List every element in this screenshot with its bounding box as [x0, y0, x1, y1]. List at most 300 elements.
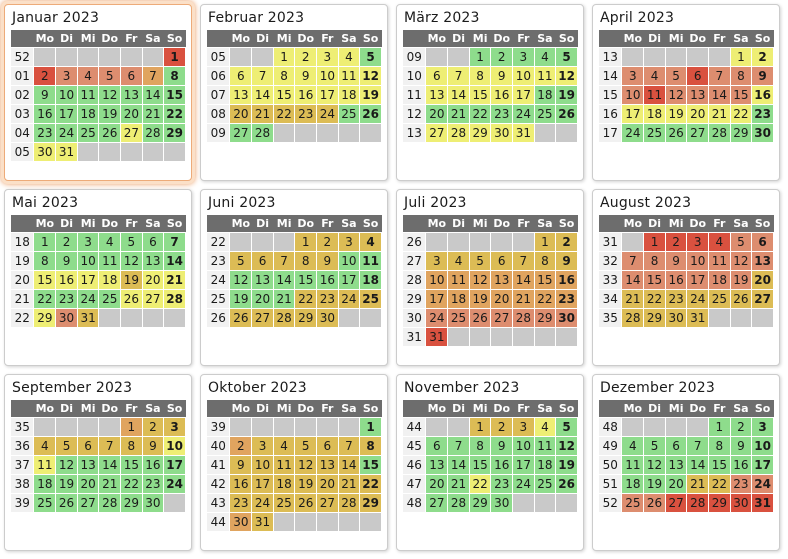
day-cell[interactable]: 25: [534, 474, 556, 493]
day-cell[interactable]: 27: [426, 123, 448, 142]
day-cell[interactable]: 20: [252, 289, 274, 308]
day-cell[interactable]: 21: [687, 474, 709, 493]
day-cell[interactable]: 29: [469, 123, 491, 142]
day-cell[interactable]: 15: [534, 270, 556, 289]
day-cell[interactable]: 22: [730, 104, 752, 123]
day-cell[interactable]: 24: [77, 289, 99, 308]
day-cell[interactable]: 28: [273, 308, 295, 327]
day-cell[interactable]: 21: [99, 474, 121, 493]
day-cell[interactable]: 2: [665, 232, 687, 251]
day-cell[interactable]: 10: [513, 436, 535, 455]
day-cell[interactable]: 8: [34, 251, 56, 270]
day-cell[interactable]: 16: [142, 455, 164, 474]
day-cell[interactable]: 6: [687, 66, 709, 85]
day-cell[interactable]: 11: [709, 251, 731, 270]
day-cell[interactable]: 20: [687, 104, 709, 123]
day-cell[interactable]: 31: [252, 512, 274, 531]
day-cell[interactable]: 21: [142, 104, 164, 123]
day-cell[interactable]: 28: [622, 308, 644, 327]
day-cell[interactable]: 9: [491, 436, 513, 455]
day-cell[interactable]: 17: [622, 104, 644, 123]
day-cell[interactable]: 9: [317, 251, 339, 270]
day-cell[interactable]: 30: [56, 308, 78, 327]
day-cell[interactable]: 20: [317, 474, 339, 493]
day-cell[interactable]: 12: [556, 436, 578, 455]
day-cell[interactable]: 2: [556, 232, 578, 251]
day-cell[interactable]: 19: [556, 85, 578, 104]
day-cell[interactable]: 29: [121, 493, 143, 512]
day-cell[interactable]: 14: [448, 85, 470, 104]
day-cell[interactable]: 5: [360, 47, 382, 66]
day-cell[interactable]: 7: [338, 436, 360, 455]
day-cell[interactable]: 5: [121, 232, 143, 251]
day-cell[interactable]: 27: [687, 123, 709, 142]
day-cell[interactable]: 29: [360, 493, 382, 512]
day-cell[interactable]: 10: [317, 66, 339, 85]
day-cell[interactable]: 4: [34, 436, 56, 455]
day-cell[interactable]: 4: [77, 66, 99, 85]
day-cell[interactable]: 16: [34, 104, 56, 123]
day-cell[interactable]: 26: [56, 493, 78, 512]
day-cell[interactable]: 27: [230, 123, 252, 142]
day-cell[interactable]: 6: [426, 66, 448, 85]
day-cell[interactable]: 18: [360, 270, 382, 289]
day-cell[interactable]: 25: [622, 493, 644, 512]
day-cell[interactable]: 15: [469, 455, 491, 474]
day-cell[interactable]: 19: [360, 85, 382, 104]
day-cell[interactable]: 18: [709, 270, 731, 289]
day-cell[interactable]: 25: [448, 308, 470, 327]
day-cell[interactable]: 5: [730, 232, 752, 251]
day-cell[interactable]: 24: [513, 474, 535, 493]
day-cell[interactable]: 22: [534, 289, 556, 308]
day-cell[interactable]: 17: [513, 85, 535, 104]
day-cell[interactable]: 1: [644, 232, 666, 251]
day-cell[interactable]: 31: [752, 493, 774, 512]
day-cell[interactable]: 13: [317, 455, 339, 474]
day-cell[interactable]: 3: [513, 417, 535, 436]
day-cell[interactable]: 15: [644, 270, 666, 289]
day-cell[interactable]: 11: [77, 85, 99, 104]
day-cell[interactable]: 12: [665, 85, 687, 104]
day-cell[interactable]: 23: [752, 104, 774, 123]
day-cell[interactable]: 21: [164, 270, 186, 289]
day-cell[interactable]: 14: [709, 85, 731, 104]
day-cell[interactable]: 30: [491, 493, 513, 512]
day-cell[interactable]: 1: [273, 47, 295, 66]
day-cell[interactable]: 18: [99, 270, 121, 289]
day-cell[interactable]: 18: [448, 289, 470, 308]
day-cell[interactable]: 3: [164, 417, 186, 436]
day-cell[interactable]: 22: [295, 289, 317, 308]
day-cell[interactable]: 26: [99, 123, 121, 142]
day-cell[interactable]: 26: [121, 289, 143, 308]
day-cell[interactable]: 6: [752, 232, 774, 251]
day-cell[interactable]: 8: [295, 251, 317, 270]
day-cell[interactable]: 27: [665, 493, 687, 512]
day-cell[interactable]: 2: [752, 47, 774, 66]
day-cell[interactable]: 30: [752, 123, 774, 142]
day-cell[interactable]: 29: [295, 308, 317, 327]
day-cell[interactable]: 12: [99, 85, 121, 104]
day-cell[interactable]: 12: [121, 251, 143, 270]
day-cell[interactable]: 6: [77, 436, 99, 455]
day-cell[interactable]: 6: [230, 66, 252, 85]
day-cell[interactable]: 17: [426, 289, 448, 308]
day-cell[interactable]: 13: [77, 455, 99, 474]
day-cell[interactable]: 13: [121, 85, 143, 104]
day-cell[interactable]: 1: [34, 232, 56, 251]
day-cell[interactable]: 3: [752, 417, 774, 436]
day-cell[interactable]: 4: [99, 232, 121, 251]
day-cell[interactable]: 8: [164, 66, 186, 85]
day-cell[interactable]: 9: [556, 251, 578, 270]
day-cell[interactable]: 31: [56, 142, 78, 161]
day-cell[interactable]: 4: [644, 66, 666, 85]
day-cell[interactable]: 30: [230, 512, 252, 531]
day-cell[interactable]: 19: [469, 289, 491, 308]
day-cell[interactable]: 11: [99, 251, 121, 270]
day-cell[interactable]: 22: [469, 474, 491, 493]
day-cell[interactable]: 10: [56, 85, 78, 104]
day-cell[interactable]: 11: [34, 455, 56, 474]
day-cell[interactable]: 16: [556, 270, 578, 289]
day-cell[interactable]: 8: [534, 251, 556, 270]
day-cell[interactable]: 29: [644, 308, 666, 327]
day-cell[interactable]: 22: [34, 289, 56, 308]
day-cell[interactable]: 23: [56, 289, 78, 308]
day-cell[interactable]: 6: [491, 251, 513, 270]
day-cell[interactable]: 21: [622, 289, 644, 308]
day-cell[interactable]: 26: [730, 289, 752, 308]
day-cell[interactable]: 2: [317, 232, 339, 251]
day-cell[interactable]: 11: [448, 270, 470, 289]
day-cell[interactable]: 23: [665, 289, 687, 308]
day-cell[interactable]: 28: [338, 493, 360, 512]
day-cell[interactable]: 10: [622, 85, 644, 104]
day-cell[interactable]: 27: [752, 289, 774, 308]
day-cell[interactable]: 5: [556, 417, 578, 436]
day-cell[interactable]: 7: [99, 436, 121, 455]
day-cell[interactable]: 18: [77, 104, 99, 123]
day-cell[interactable]: 26: [665, 123, 687, 142]
day-cell[interactable]: 22: [469, 104, 491, 123]
day-cell[interactable]: 28: [99, 493, 121, 512]
day-cell[interactable]: 26: [469, 308, 491, 327]
day-cell[interactable]: 14: [142, 85, 164, 104]
day-cell[interactable]: 19: [730, 270, 752, 289]
day-cell[interactable]: 20: [491, 289, 513, 308]
day-cell[interactable]: 23: [34, 123, 56, 142]
day-cell[interactable]: 15: [469, 85, 491, 104]
day-cell[interactable]: 19: [556, 455, 578, 474]
day-cell[interactable]: 5: [56, 436, 78, 455]
day-cell[interactable]: 23: [491, 104, 513, 123]
day-cell[interactable]: 20: [230, 104, 252, 123]
day-cell[interactable]: 2: [491, 417, 513, 436]
day-cell[interactable]: 6: [252, 251, 274, 270]
day-cell[interactable]: 5: [469, 251, 491, 270]
day-cell[interactable]: 13: [252, 270, 274, 289]
day-cell[interactable]: 15: [709, 455, 731, 474]
day-cell[interactable]: 14: [448, 455, 470, 474]
day-cell[interactable]: 15: [360, 455, 382, 474]
day-cell[interactable]: 19: [665, 104, 687, 123]
day-cell[interactable]: 16: [56, 270, 78, 289]
day-cell[interactable]: 12: [469, 270, 491, 289]
day-cell[interactable]: 8: [360, 436, 382, 455]
day-cell[interactable]: 7: [709, 66, 731, 85]
day-cell[interactable]: 26: [644, 493, 666, 512]
day-cell[interactable]: 9: [230, 455, 252, 474]
day-cell[interactable]: 28: [448, 123, 470, 142]
day-cell[interactable]: 13: [142, 251, 164, 270]
day-cell[interactable]: 8: [644, 251, 666, 270]
day-cell[interactable]: 18: [34, 474, 56, 493]
day-cell[interactable]: 21: [448, 104, 470, 123]
day-cell[interactable]: 19: [295, 474, 317, 493]
day-cell[interactable]: 24: [317, 104, 339, 123]
day-cell[interactable]: 1: [121, 417, 143, 436]
day-cell[interactable]: 15: [730, 85, 752, 104]
day-cell[interactable]: 29: [34, 308, 56, 327]
day-cell[interactable]: 18: [622, 474, 644, 493]
day-cell[interactable]: 12: [360, 66, 382, 85]
day-cell[interactable]: 1: [709, 417, 731, 436]
day-cell[interactable]: 19: [56, 474, 78, 493]
day-cell[interactable]: 15: [34, 270, 56, 289]
day-cell[interactable]: 25: [534, 104, 556, 123]
day-cell[interactable]: 1: [360, 417, 382, 436]
day-cell[interactable]: 30: [142, 493, 164, 512]
day-cell[interactable]: 11: [534, 66, 556, 85]
day-cell[interactable]: 23: [142, 474, 164, 493]
day-cell[interactable]: 17: [752, 455, 774, 474]
day-cell[interactable]: 25: [709, 289, 731, 308]
day-cell[interactable]: 15: [164, 85, 186, 104]
day-cell[interactable]: 9: [491, 66, 513, 85]
day-cell[interactable]: 4: [534, 47, 556, 66]
day-cell[interactable]: 10: [687, 251, 709, 270]
day-cell[interactable]: 24: [338, 289, 360, 308]
day-cell[interactable]: 14: [252, 85, 274, 104]
day-cell[interactable]: 1: [469, 47, 491, 66]
day-cell[interactable]: 4: [448, 251, 470, 270]
day-cell[interactable]: 9: [34, 85, 56, 104]
day-cell[interactable]: 23: [491, 474, 513, 493]
day-cell[interactable]: 17: [338, 270, 360, 289]
day-cell[interactable]: 5: [99, 66, 121, 85]
day-cell[interactable]: 3: [338, 232, 360, 251]
day-cell[interactable]: 1: [164, 47, 186, 66]
day-cell[interactable]: 18: [338, 85, 360, 104]
day-cell[interactable]: 23: [317, 289, 339, 308]
day-cell[interactable]: 23: [295, 104, 317, 123]
day-cell[interactable]: 11: [360, 251, 382, 270]
day-cell[interactable]: 7: [142, 66, 164, 85]
day-cell[interactable]: 15: [273, 85, 295, 104]
day-cell[interactable]: 7: [513, 251, 535, 270]
day-cell[interactable]: 25: [360, 289, 382, 308]
day-cell[interactable]: 20: [77, 474, 99, 493]
day-cell[interactable]: 13: [491, 270, 513, 289]
day-cell[interactable]: 19: [230, 289, 252, 308]
day-cell[interactable]: 29: [534, 308, 556, 327]
day-cell[interactable]: 12: [730, 251, 752, 270]
day-cell[interactable]: 7: [448, 66, 470, 85]
day-cell[interactable]: 11: [338, 66, 360, 85]
day-cell[interactable]: 29: [709, 493, 731, 512]
day-cell[interactable]: 8: [469, 66, 491, 85]
day-cell[interactable]: 24: [252, 493, 274, 512]
day-cell[interactable]: 12: [556, 66, 578, 85]
day-cell[interactable]: 9: [665, 251, 687, 270]
day-cell[interactable]: 1: [295, 232, 317, 251]
day-cell[interactable]: 9: [56, 251, 78, 270]
day-cell[interactable]: 17: [164, 455, 186, 474]
day-cell[interactable]: 4: [338, 47, 360, 66]
day-cell[interactable]: 6: [121, 66, 143, 85]
day-cell[interactable]: 10: [252, 455, 274, 474]
day-cell[interactable]: 25: [273, 493, 295, 512]
day-cell[interactable]: 14: [622, 270, 644, 289]
day-cell[interactable]: 7: [164, 232, 186, 251]
day-cell[interactable]: 30: [730, 493, 752, 512]
day-cell[interactable]: 5: [644, 436, 666, 455]
day-cell[interactable]: 2: [730, 417, 752, 436]
day-cell[interactable]: 27: [142, 289, 164, 308]
day-cell[interactable]: 22: [709, 474, 731, 493]
day-cell[interactable]: 24: [687, 289, 709, 308]
day-cell[interactable]: 10: [752, 436, 774, 455]
day-cell[interactable]: 22: [121, 474, 143, 493]
day-cell[interactable]: 20: [121, 104, 143, 123]
day-cell[interactable]: 13: [426, 85, 448, 104]
day-cell[interactable]: 18: [273, 474, 295, 493]
day-cell-today[interactable]: 30: [34, 142, 56, 161]
day-cell[interactable]: 16: [317, 270, 339, 289]
day-cell[interactable]: 13: [687, 85, 709, 104]
day-cell[interactable]: 24: [426, 308, 448, 327]
day-cell[interactable]: 21: [448, 474, 470, 493]
day-cell[interactable]: 10: [426, 270, 448, 289]
day-cell[interactable]: 7: [687, 436, 709, 455]
day-cell[interactable]: 6: [426, 436, 448, 455]
day-cell[interactable]: 3: [317, 47, 339, 66]
day-cell[interactable]: 2: [142, 417, 164, 436]
day-cell[interactable]: 20: [426, 474, 448, 493]
day-cell[interactable]: 3: [56, 66, 78, 85]
day-cell[interactable]: 8: [709, 436, 731, 455]
day-cell[interactable]: 16: [295, 85, 317, 104]
day-cell[interactable]: 6: [142, 232, 164, 251]
day-cell[interactable]: 29: [730, 123, 752, 142]
day-cell[interactable]: 8: [273, 66, 295, 85]
day-cell[interactable]: 27: [121, 123, 143, 142]
day-cell[interactable]: 13: [752, 251, 774, 270]
day-cell[interactable]: 22: [164, 104, 186, 123]
day-cell[interactable]: 21: [513, 289, 535, 308]
day-cell[interactable]: 17: [252, 474, 274, 493]
day-cell[interactable]: 12: [230, 270, 252, 289]
day-cell[interactable]: 17: [687, 270, 709, 289]
day-cell[interactable]: 28: [709, 123, 731, 142]
day-cell[interactable]: 24: [622, 123, 644, 142]
day-cell[interactable]: 17: [513, 455, 535, 474]
day-cell[interactable]: 20: [752, 270, 774, 289]
day-cell[interactable]: 31: [426, 327, 448, 346]
day-cell[interactable]: 7: [448, 436, 470, 455]
day-cell[interactable]: 25: [99, 289, 121, 308]
day-cell[interactable]: 21: [338, 474, 360, 493]
day-cell[interactable]: 14: [164, 251, 186, 270]
day-cell[interactable]: 5: [295, 436, 317, 455]
day-cell[interactable]: 11: [273, 455, 295, 474]
day-cell[interactable]: 14: [513, 270, 535, 289]
day-cell[interactable]: 17: [317, 85, 339, 104]
day-cell[interactable]: 15: [295, 270, 317, 289]
day-cell[interactable]: 1: [534, 232, 556, 251]
day-cell[interactable]: 14: [99, 455, 121, 474]
day-cell[interactable]: 14: [338, 455, 360, 474]
day-cell[interactable]: 14: [273, 270, 295, 289]
day-cell[interactable]: 11: [644, 85, 666, 104]
day-cell[interactable]: 3: [687, 232, 709, 251]
day-cell[interactable]: 24: [752, 474, 774, 493]
day-cell[interactable]: 18: [534, 85, 556, 104]
day-cell[interactable]: 30: [556, 308, 578, 327]
day-cell[interactable]: 25: [338, 104, 360, 123]
day-cell[interactable]: 1: [469, 417, 491, 436]
day-cell[interactable]: 3: [252, 436, 274, 455]
day-cell[interactable]: 19: [121, 270, 143, 289]
day-cell[interactable]: 19: [99, 104, 121, 123]
day-cell[interactable]: 19: [644, 474, 666, 493]
day-cell[interactable]: 22: [360, 474, 382, 493]
day-cell[interactable]: 9: [295, 66, 317, 85]
day-cell[interactable]: 25: [34, 493, 56, 512]
day-cell[interactable]: 3: [622, 66, 644, 85]
day-cell[interactable]: 4: [622, 436, 644, 455]
day-cell[interactable]: 10: [513, 66, 535, 85]
day-cell[interactable]: 1: [730, 47, 752, 66]
day-cell[interactable]: 12: [56, 455, 78, 474]
day-cell[interactable]: 24: [513, 104, 535, 123]
day-cell[interactable]: 17: [56, 104, 78, 123]
day-cell[interactable]: 9: [142, 436, 164, 455]
day-cell[interactable]: 28: [252, 123, 274, 142]
day-cell[interactable]: 16: [491, 455, 513, 474]
day-cell[interactable]: 16: [230, 474, 252, 493]
day-cell[interactable]: 3: [513, 47, 535, 66]
day-cell[interactable]: 26: [295, 493, 317, 512]
day-cell[interactable]: 27: [491, 308, 513, 327]
day-cell[interactable]: 3: [426, 251, 448, 270]
day-cell[interactable]: 7: [252, 66, 274, 85]
day-cell[interactable]: 27: [77, 493, 99, 512]
day-cell[interactable]: 31: [77, 308, 99, 327]
day-cell[interactable]: 5: [556, 47, 578, 66]
day-cell[interactable]: 9: [752, 66, 774, 85]
day-cell[interactable]: 23: [730, 474, 752, 493]
day-cell[interactable]: 16: [665, 270, 687, 289]
day-cell[interactable]: 21: [252, 104, 274, 123]
day-cell[interactable]: 28: [448, 493, 470, 512]
day-cell[interactable]: 26: [360, 104, 382, 123]
day-cell[interactable]: 10: [338, 251, 360, 270]
day-cell[interactable]: 27: [252, 308, 274, 327]
day-cell[interactable]: 3: [77, 232, 99, 251]
